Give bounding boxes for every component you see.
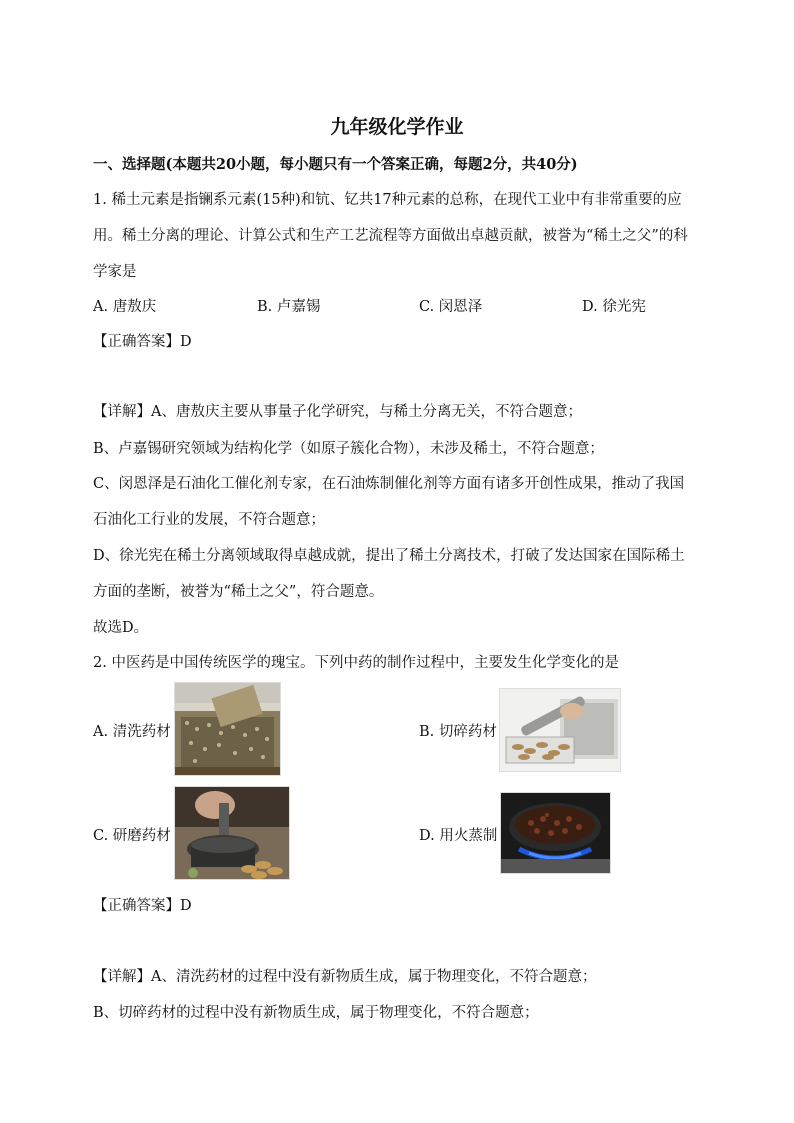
q1-explanation-line-4: 石油化工行业的发展，不符合题意； — [93, 512, 325, 528]
washing-herbs-image — [174, 682, 281, 776]
q2-option-c: C. 研磨药材 — [93, 828, 171, 844]
q1-explanation-line-2: B、卢嘉锡研究领域为结构化学（如原子簇化合物），未涉及稀土，不符合题意； — [93, 441, 604, 457]
q1-option-b: B. 卢嘉锡 — [257, 299, 321, 315]
q1-option-c: C. 闵恩泽 — [419, 299, 483, 315]
q1-option-d: D. 徐光宪 — [582, 299, 646, 315]
q1-explanation-line-3: C、闵恩泽是石油化工催化剂专家，在石油炼制催化剂等方面有诸多开创性成果，推动了我国 — [93, 476, 685, 492]
q2-explanation-line-2: B、切碎药材的过程中没有新物质生成，属于物理变化，不符合题意； — [93, 1005, 539, 1021]
q1-answer: 【正确答案】D — [93, 334, 192, 350]
q2-answer: 【正确答案】D — [93, 898, 192, 914]
q1-option-a: A. 唐敖庆 — [93, 299, 157, 315]
q2-option-b: B. 切碎药材 — [419, 724, 497, 740]
q1-stem-line-2: 用。稀土分离的理论、计算公式和生产工艺流程等方面做出卓越贡献，被誉为“稀土之父”的科 — [93, 228, 688, 244]
grinding-herbs-image — [174, 786, 290, 880]
q1-explanation-line-5: D、徐光宪在稀土分离领域取得卓越成就，提出了稀土分离技术，打破了发达国家在国际稀土 — [93, 548, 685, 564]
steaming-herbs-image — [500, 792, 611, 874]
q1-explanation-line-1: 【详解】A、唐敖庆主要从事量子化学研究，与稀土分离无关，不符合题意； — [93, 404, 582, 420]
page-title: 九年级化学作业 — [330, 116, 464, 138]
q1-stem-line-1: 1. 稀土元素是指镧系元素(15种)和钪、钇共17种元素的总称，在现代工业中有非常重要的应 — [93, 192, 682, 208]
section-heading: 一、选择题(本题共20小题，每小题只有一个答案正确，每题2分，共40分) — [93, 156, 578, 173]
q1-explanation-line-6: 方面的垄断，被誉为“稀土之父”，符合题意。 — [93, 584, 384, 600]
q1-explanation-line-7: 故选D。 — [93, 620, 149, 636]
q2-option-d: D. 用火蒸制 — [419, 828, 498, 844]
q2-option-a: A. 清洗药材 — [93, 724, 171, 740]
q2-stem: 2. 中医药是中国传统医学的瑰宝。下列中药的制作过程中，主要发生化学变化的是 — [93, 655, 619, 671]
q2-explanation-line-1: 【详解】A、清洗药材的过程中没有新物质生成，属于物理变化，不符合题意； — [93, 969, 597, 985]
q1-stem-line-3: 学家是 — [93, 264, 137, 280]
cutting-herbs-image — [499, 688, 621, 772]
